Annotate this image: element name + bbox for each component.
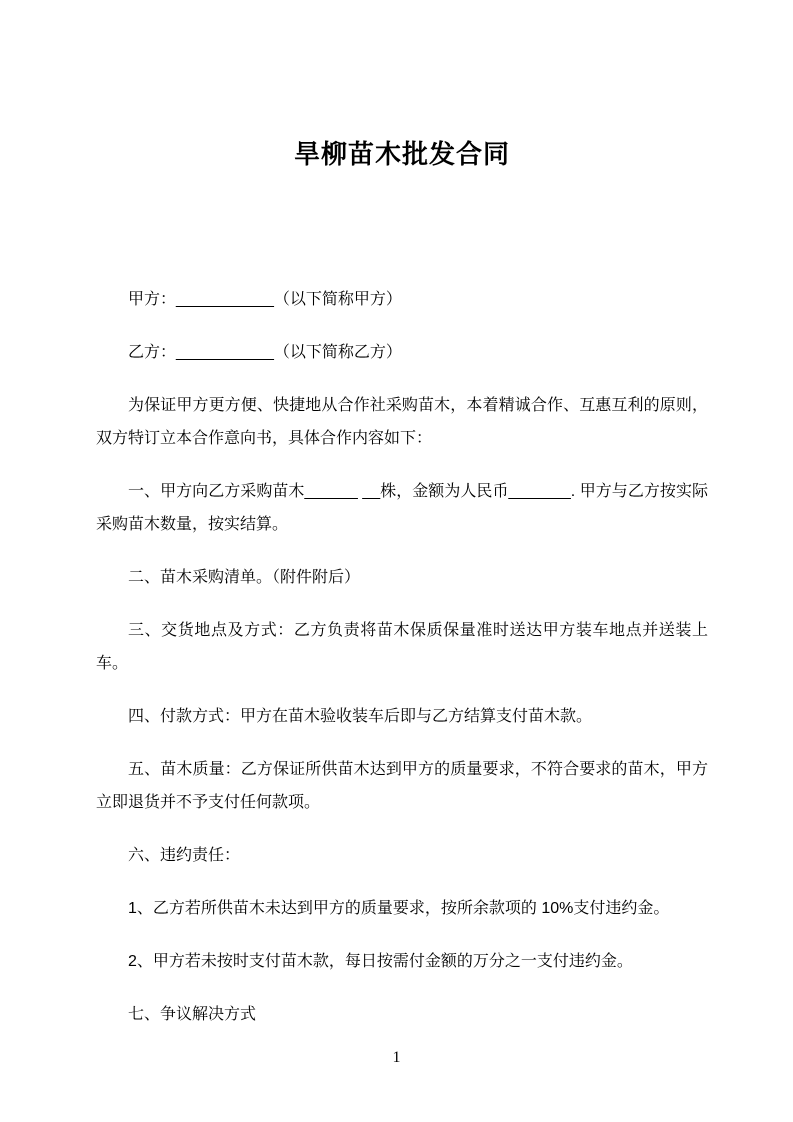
clause-3-paragraph: 三、交货地点及方式：乙方负责将苗木保质保量准时送达甲方装车地点并送装上车。 bbox=[96, 622, 708, 672]
clause-6-paragraph: 六、违约责任： bbox=[128, 847, 241, 864]
clause-6-item-1-paragraph: 1、乙方若所供苗木未达到甲方的质量要求，按所余款项的 10%支付违约金。 bbox=[128, 900, 670, 917]
page-number: 1 bbox=[392, 1049, 401, 1066]
clause-1-paragraph: 一、甲方向乙方采购苗木______ __株，金额为人民币_______. 甲方与乙方按实际采购苗木数量，按实结算。 bbox=[96, 483, 708, 533]
preamble-paragraph: 为保证甲方更方便、快捷地从合作社采购苗木，本着精诚合作、互惠互利的原则，双方特订立本合作意向书，具体合作内容如下： bbox=[96, 397, 708, 447]
party-a-line: 甲方：___________（以下简称甲方） bbox=[128, 291, 402, 308]
clause-7-paragraph: 七、争议解决方式 bbox=[128, 1006, 257, 1023]
clause-4-paragraph: 四、付款方式：甲方在苗木验收装车后即与乙方结算支付苗木款。 bbox=[128, 708, 593, 725]
clause-6-item-2-paragraph: 2、甲方若未按时支付苗木款，每日按需付金额的万分之一支付违约金。 bbox=[128, 953, 633, 970]
clause-2-paragraph: 二、苗木采购清单。（附件附后） bbox=[128, 569, 361, 586]
document-content bbox=[0, 134, 793, 1031]
document-title: 旱柳苗木批发合同 bbox=[293, 139, 510, 169]
party-b-line: 乙方：___________（以下简称乙方） bbox=[128, 344, 402, 361]
clause-5-paragraph: 五、苗木质量：乙方保证所供苗木达到甲方的质量要求，不符合要求的苗木，甲方立即退货并不予支付任何款项。 bbox=[96, 761, 708, 811]
